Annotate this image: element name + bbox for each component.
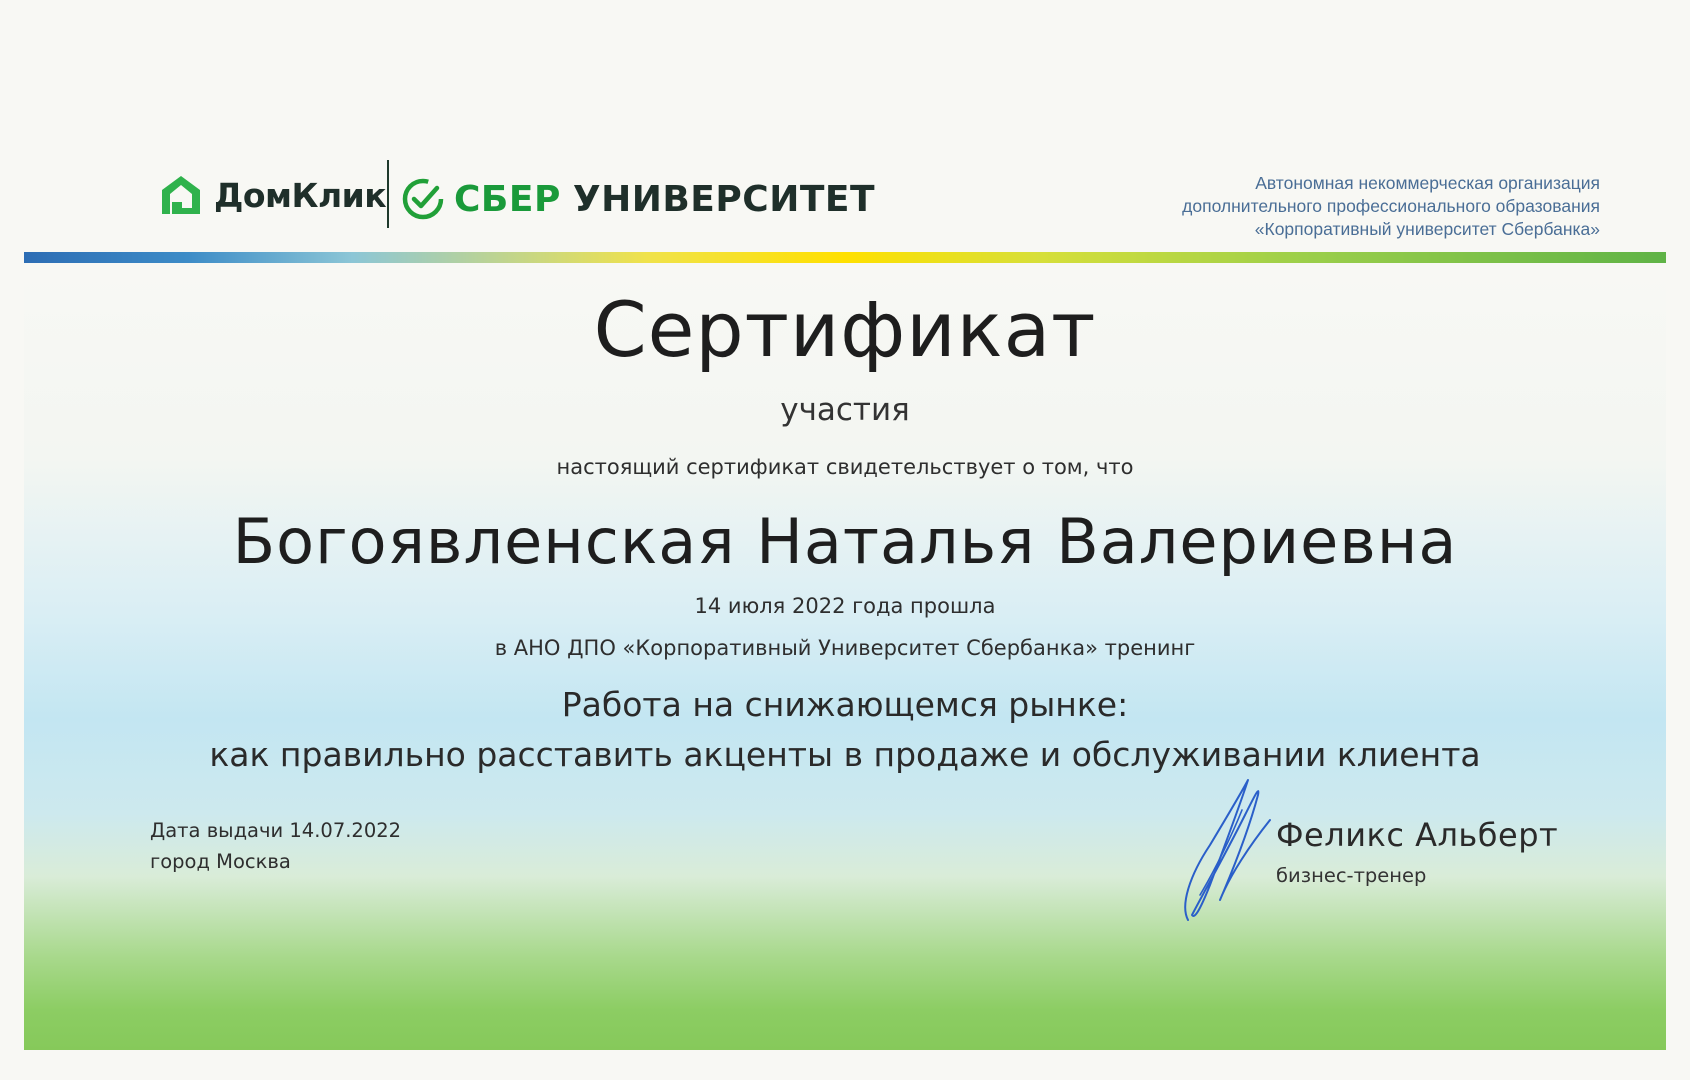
header-color-bar bbox=[24, 252, 1666, 263]
signer-block bbox=[1276, 816, 1558, 887]
certificate-subtitle: участия bbox=[780, 392, 910, 428]
recipient-name: Богоявленская Наталья Валериевна bbox=[232, 505, 1458, 578]
issue-info bbox=[150, 815, 401, 877]
domclick-logo bbox=[158, 172, 386, 218]
university-wordmark: УНИВЕРСИТЕТ bbox=[572, 178, 876, 220]
logo-divider bbox=[387, 160, 389, 228]
training-title-line-2: как правильно расставить акценты в продаже и обслуживании клиента bbox=[209, 735, 1481, 774]
domclick-wordmark: ДомКлик bbox=[214, 175, 387, 215]
issue-date: Дата выдачи 14.07.2022 bbox=[150, 819, 402, 842]
issue-city: город Москва bbox=[150, 850, 291, 873]
sber-wordmark: СБЕР bbox=[454, 178, 561, 220]
sber-university-logo bbox=[400, 176, 875, 222]
certificate-statement: настоящий сертификат свидетельствует о том, что bbox=[556, 455, 1134, 479]
org-line: «Корпоративный университет Сбербанка» bbox=[1254, 219, 1600, 239]
organization-description bbox=[1080, 172, 1600, 241]
signer-name: Феликс Альберт bbox=[1276, 816, 1559, 854]
signer-role: бизнес-тренер bbox=[1276, 864, 1427, 887]
certificate-title: Сертификат bbox=[593, 285, 1097, 374]
domclick-house-icon bbox=[158, 172, 204, 218]
training-organization: в АНО ДПО «Корпоративный Университет Сбербанка» тренинг bbox=[494, 636, 1196, 660]
sber-check-icon bbox=[400, 176, 446, 222]
training-title-line-1: Работа на снижающемся рынке: bbox=[561, 685, 1129, 724]
handwritten-signature bbox=[1170, 775, 1280, 925]
org-line: Автономная некоммерческая организация bbox=[1255, 173, 1600, 193]
training-date: 14 июля 2022 года прошла bbox=[694, 594, 996, 618]
org-line: дополнительного профессионального образования bbox=[1182, 196, 1600, 216]
